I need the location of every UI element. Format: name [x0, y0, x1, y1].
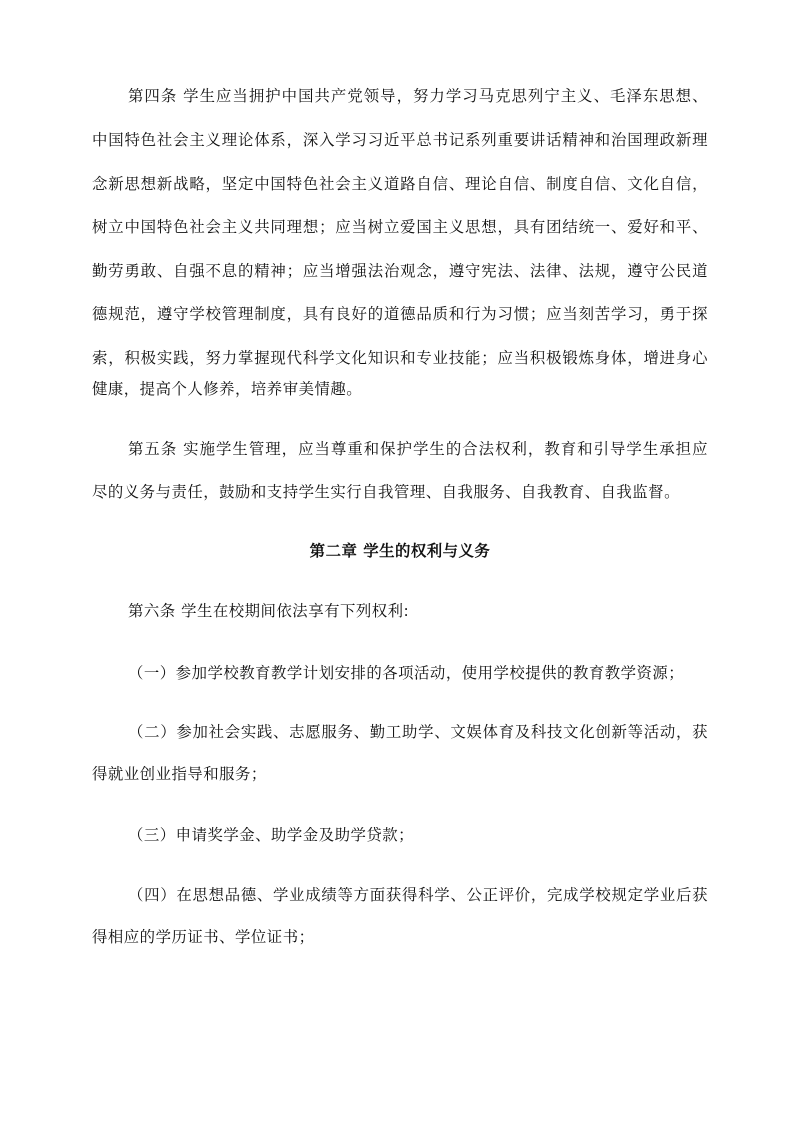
paragraph-line: 得相应的学历证书、学位证书；: [92, 928, 315, 946]
paragraph-line: 勤劳勇敢、自强不息的精神；应当增强法治观念，遵守宪法、法律、法规，遵守公民道: [92, 262, 708, 280]
paragraph-line: 第五条 实施学生管理，应当尊重和保护学生的合法权利，教育和引导学生承担应: [128, 440, 708, 458]
paragraph-line: （一）参加学校教育教学计划安排的各项活动，使用学校提供的教育教学资源；: [128, 664, 685, 682]
paragraph-line: （四）在思想品德、学业成绩等方面获得科学、公正评价，完成学校规定学业后获: [128, 886, 708, 904]
paragraph-line: （二）参加社会实践、志愿服务、勤工助学、文娱体育及科技文化创新等活动，获: [128, 723, 708, 741]
paragraph-line: 第六条 学生在校期间依法享有下列权利:: [128, 602, 410, 620]
paragraph-line: 第四条 学生应当拥护中国共产党领导，努力学习马克思列宁主义、毛泽东思想、: [128, 87, 708, 105]
chapter-heading: 第二章 学生的权利与义务: [309, 542, 491, 560]
paragraph-line: 念新思想新战略，坚定中国特色社会主义道路自信、理论自信、制度自信、文化自信，: [92, 175, 708, 193]
paragraph-line: （三）申请奖学金、助学金及助学贷款；: [128, 826, 415, 844]
paragraph-line: 中国特色社会主义理论体系，深入学习习近平总书记系列重要讲话精神和治国理政新理: [92, 131, 708, 149]
paragraph-line: 健康，提高个人修养，培养审美情趣。: [92, 380, 363, 398]
paragraph-line: 得就业创业指导和服务；: [92, 765, 267, 783]
paragraph-line: 树立中国特色社会主义共同理想；应当树立爱国主义思想，具有团结统一、爱好和平、: [92, 218, 708, 236]
paragraph-line: 索，积极实践，努力掌握现代科学文化知识和专业技能；应当积极锻炼身体，增进身心: [92, 349, 708, 367]
paragraph-line: 德规范，遵守学校管理制度，具有良好的道德品质和行为习惯；应当刻苦学习，勇于探: [92, 305, 708, 323]
paragraph-line: 尽的义务与责任，鼓励和支持学生实行自我管理、自我服务、自我教育、自我监督。: [92, 483, 680, 501]
